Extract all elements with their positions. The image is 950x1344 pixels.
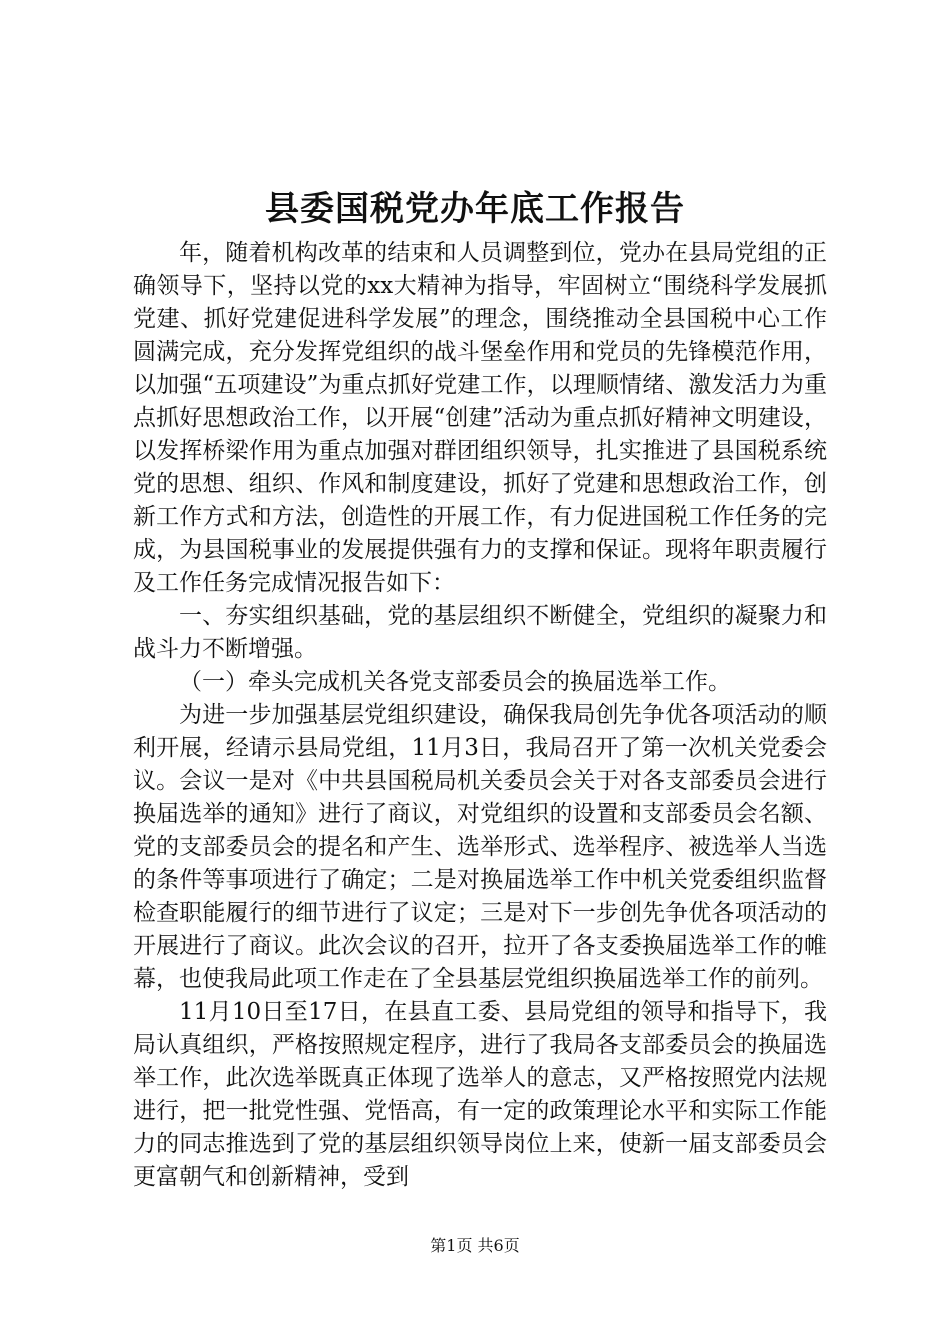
page-title: 县委国税党办年底工作报告: [265, 189, 685, 229]
paragraph-intro: 年，随着机构改革的结束和人员调整到位，党办在县局党组的正确领导下，坚持以党的xx大精神为指导，牢固树立“围绕科学发展抓党建、抓好党建促进科学发展”的理念，围绕推动全县国税中心工作圆满完成，充分发挥党组织的战斗堡垒作用和党员的先锋模范作用，以加强“五项建设”为重点抓好党建工作，以理顺情绪、激发活力为重点抓好思想政治工作，以开展“创建”活动为重点抓好精神文明建设，以发挥桥梁作用为重点加强对群团组织领导，扎实推进了县国税系统党的思想、组织、作风和制度建设，抓好了党建和思想政治工作，创新工作方式和方法，创造性的开展工作，有力促进国税工作任务的完成，为县国税事业的发展提供强有力的支撑和保证。现将年职责履行及工作任务完成情况报告如下：: [133, 240, 827, 596]
section-heading-1: 一、夯实组织基础，党的基层组织不断健全，党组织的凝聚力和战斗力不断增强。: [133, 603, 827, 662]
subsection-heading-1: （一）牵头完成机关各党支部委员会的换届选举工作。: [179, 669, 731, 695]
paragraph-meeting: 为进一步加强基层党组织建设，确保我局创先争优各项活动的顺利开展，经请示县局党组，11月3日，我局召开了第一次机关党委会议。会议一是对《中共县国税局机关委员会关于对各支部委员会进行换届选举的通知》进行了商议，对党组织的设置和支部委员会名额、党的支部委员会的提名和产生、选举形式、选举程序、被选举人当选的条件等事项进行了确定；二是对换届选举工作中机关党委组织监督检查职能履行的细节进行了议定；三是对下一步创先争优各项活动的开展进行了商议。此次会议的召开，拉开了各支委换届选举工作的帷幕，也使我局此项工作走在了全县基层党组织换届选举工作的前列。: [133, 702, 827, 992]
paragraph-election: 11月10日至17日，在县直工委、县局党组的领导和指导下，我局认真组织，严格按照规定程序，进行了我局各支部委员会的换届选举工作，此次选举既真正体现了选举人的意志，又严格按照党内法规进行，把一批党性强、党悟高，有一定的政策理论水平和实际工作能力的同志推选到了党的基层组织领导岗位上来，使新一届支部委员会更富朝气和创新精神，受到: [133, 999, 827, 1190]
page-footer: 第1页 共6页: [430, 1236, 520, 1255]
document-body: [133, 237, 827, 1194]
